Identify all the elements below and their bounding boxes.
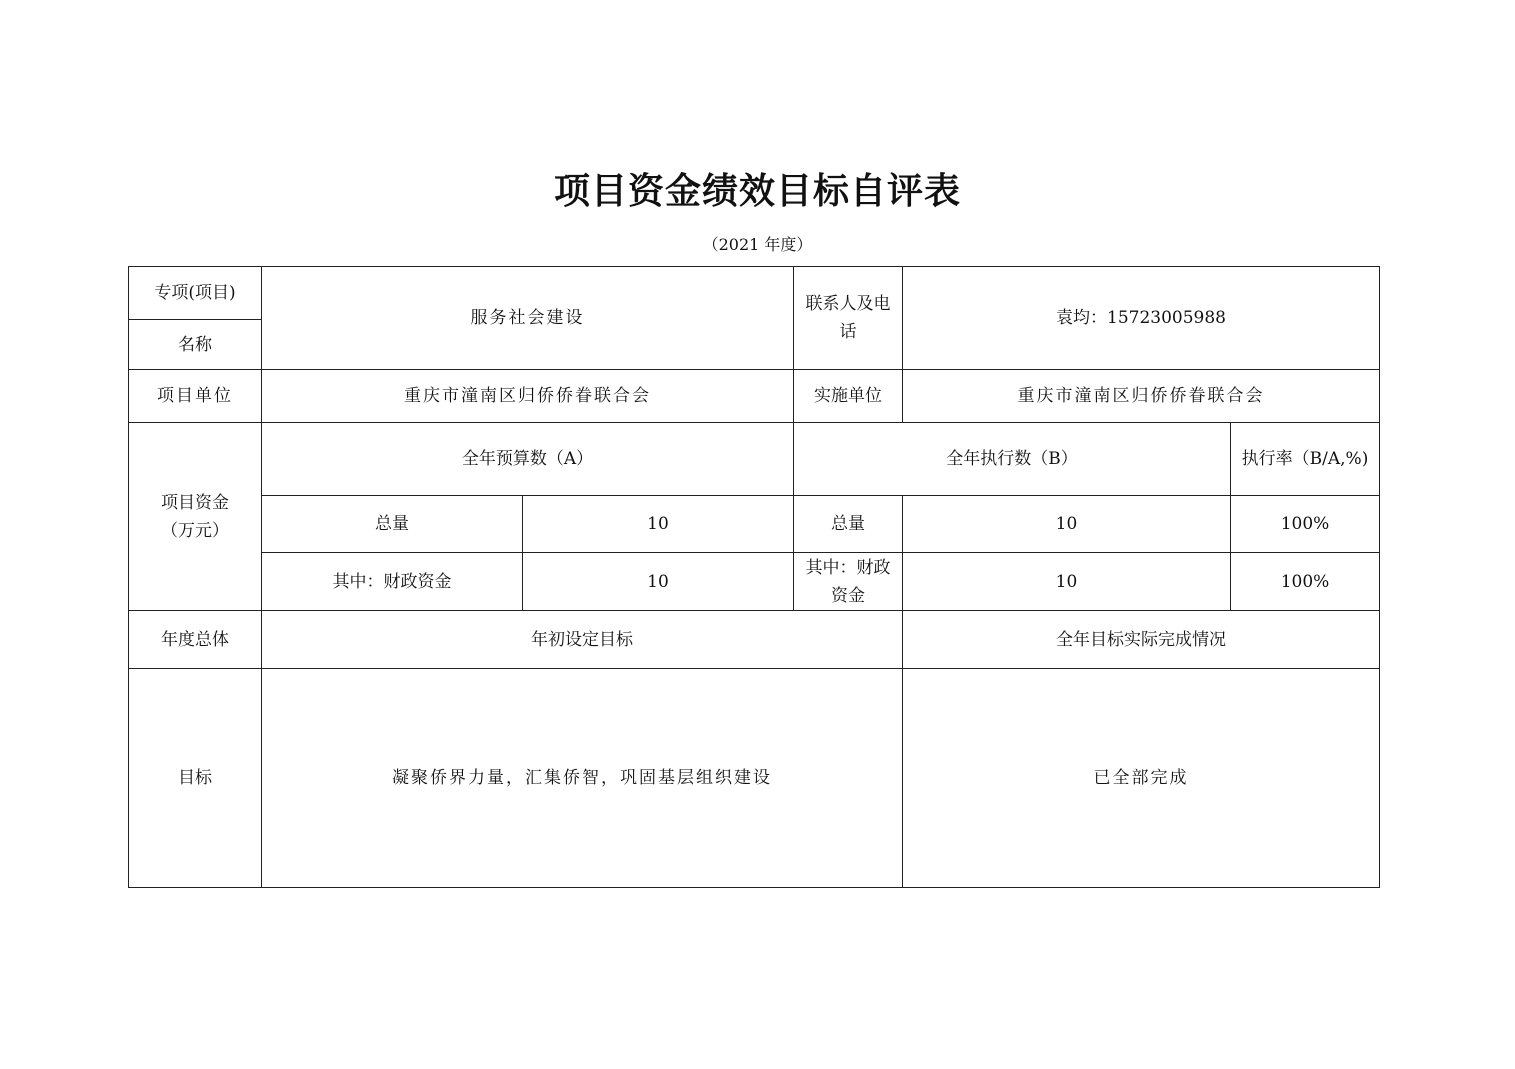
goal-label: 目标 (129, 669, 262, 888)
contact-label-cell (794, 267, 903, 370)
actual-completion-text: 已全部完成 (903, 669, 1380, 888)
execution-rate-fiscal: 100% (1231, 553, 1380, 611)
actual-completion-header: 全年目标实际完成情况 (903, 611, 1380, 669)
annual-execution-header: 全年执行数（B） (794, 423, 1231, 496)
annual-budget-header: 全年预算数（A） (262, 423, 794, 496)
execution-fiscal-label-cell (794, 553, 903, 611)
budget-total-value: 10 (523, 496, 794, 553)
budget-total-label: 总量 (262, 496, 523, 553)
execution-fiscal-value: 10 (903, 553, 1231, 611)
implementing-unit-label: 实施单位 (794, 370, 903, 423)
execution-rate-total: 100% (1231, 496, 1380, 553)
execution-total-value: 10 (903, 496, 1231, 553)
project-name-label-bottom: 名称 (129, 320, 262, 370)
document-title: 项目资金绩效目标自评表 (553, 170, 961, 212)
project-unit-label: 项目单位 (129, 370, 262, 423)
initial-goal-header: 年初设定目标 (262, 611, 903, 669)
document-year: （2021 年度） (702, 235, 813, 254)
initial-goal-text: 凝聚侨界力量，汇集侨智，巩固基层组织建设 (262, 669, 903, 888)
execution-total-label: 总量 (794, 496, 903, 553)
execution-rate-header: 执行率（B/A,%) (1231, 423, 1380, 496)
contact-value: 袁均：15723005988 (903, 267, 1380, 370)
execution-fiscal-label: 其中：财政资金 (805, 557, 891, 606)
implementing-unit-value: 重庆市潼南区归侨侨眷联合会 (903, 370, 1380, 423)
project-unit-value: 重庆市潼南区归侨侨眷联合会 (262, 370, 794, 423)
self-evaluation-table (128, 266, 1380, 888)
budget-fiscal-value: 10 (523, 553, 794, 611)
annual-overall-label: 年度总体 (129, 611, 262, 669)
project-name-value: 服务社会建设 (262, 267, 794, 370)
project-name-label-top: 专项(项目) (129, 267, 262, 320)
funds-label: 项目资金（万元） (161, 492, 229, 541)
funds-label-cell (129, 423, 262, 611)
budget-fiscal-label: 其中：财政资金 (262, 553, 523, 611)
contact-label: 联系人及电话 (805, 294, 891, 342)
